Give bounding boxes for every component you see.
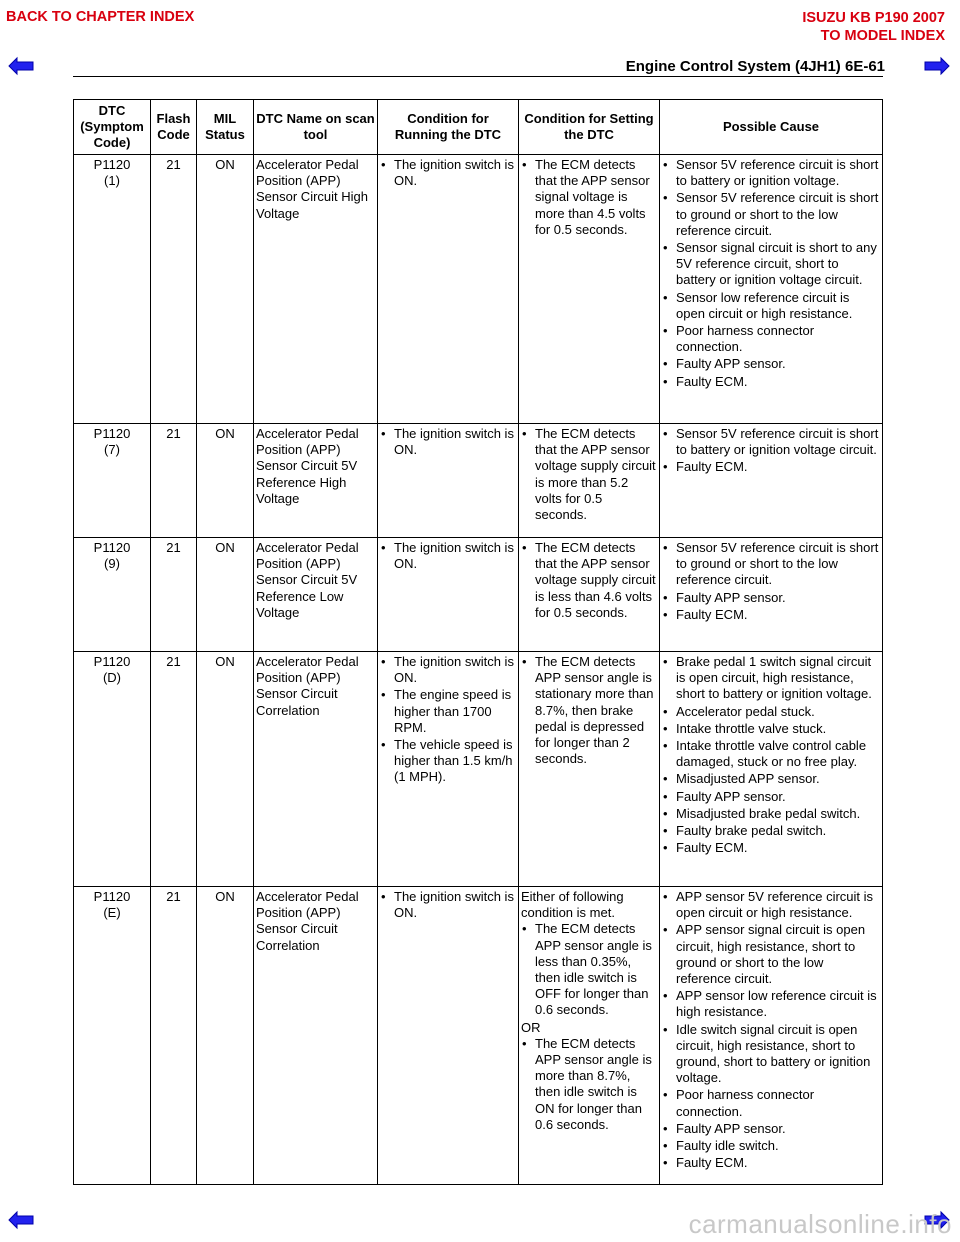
list-item: • Misadjusted APP sensor. bbox=[662, 771, 880, 787]
list-item: • The ECM detects APP sensor angle is more than 8.7%, then idle switch is ON for longer than 0.6 seconds. bbox=[521, 1036, 657, 1133]
possible-cause-cell bbox=[660, 887, 883, 1185]
list-item: • The ECM detects that the APP sensor voltage supply circuit is less than 4.6 volts for 0.5 seconds. bbox=[521, 540, 657, 621]
list-item: • APP sensor signal circuit is open circuit, high resistance, short to ground or short to the low reference circuit. bbox=[662, 922, 880, 987]
header-flash-code: Flash Code bbox=[151, 100, 197, 155]
list-item: • Misadjusted brake pedal switch. bbox=[662, 806, 880, 822]
possible-cause-cell bbox=[660, 652, 883, 887]
setting-condition-cell bbox=[519, 538, 660, 652]
header-dtc: DTC (Symptom Code) bbox=[74, 100, 151, 155]
table-row bbox=[74, 652, 883, 887]
list-item: • Sensor low reference circuit is open circuit or high resistance. bbox=[662, 290, 880, 322]
list-item: • Faulty APP sensor. bbox=[662, 590, 880, 606]
dtc-name-cell: Accelerator Pedal Position (APP) Sensor Circuit 5V Reference High Voltage bbox=[254, 424, 378, 538]
table-row bbox=[74, 155, 883, 424]
list-item: • APP sensor 5V reference circuit is open circuit or high resistance. bbox=[662, 889, 880, 921]
setting-intro: Either of following condition is met. bbox=[521, 889, 624, 921]
running-condition-cell bbox=[378, 887, 519, 1185]
mil-status-cell: ON bbox=[197, 887, 254, 1185]
list-item: • The ignition switch is ON. bbox=[380, 889, 516, 921]
flash-code-cell: 21 bbox=[151, 155, 197, 424]
possible-cause-cell bbox=[660, 424, 883, 538]
mil-status-cell: ON bbox=[197, 424, 254, 538]
list-item: • Intake throttle valve stuck. bbox=[662, 721, 880, 737]
list-item: • Brake pedal 1 switch signal circuit is open circuit, high resistance, short to battery or ignition voltage. bbox=[662, 654, 880, 703]
list-item: • APP sensor low reference circuit is high resistance. bbox=[662, 988, 880, 1020]
model-title: ISUZU KB P190 2007 bbox=[802, 10, 945, 26]
list-item: • Faulty ECM. bbox=[662, 840, 880, 856]
setting-or: OR bbox=[521, 1019, 541, 1035]
flash-code-cell: 21 bbox=[151, 652, 197, 887]
dtc-code-cell: P1120 (E) bbox=[74, 887, 151, 1185]
header-dtc-name: DTC Name on scan tool bbox=[254, 100, 378, 155]
list-item: • Sensor signal circuit is short to any 5V reference circuit, short to battery or ignition voltage circuit. bbox=[662, 240, 880, 289]
header-divider bbox=[73, 76, 883, 77]
list-item: • Faulty ECM. bbox=[662, 374, 880, 390]
flash-code-cell: 21 bbox=[151, 538, 197, 652]
list-item: • Faulty ECM. bbox=[662, 1155, 880, 1171]
list-item: • Idle switch signal circuit is open circuit, high resistance, short to ground, short to battery or ignition voltage. bbox=[662, 1022, 880, 1087]
list-item: • Faulty ECM. bbox=[662, 459, 880, 475]
list-item: • Sensor 5V reference circuit is short to ground or short to the low reference circuit. bbox=[662, 190, 880, 239]
dtc-code-cell: P1120 (7) bbox=[74, 424, 151, 538]
mil-status-cell: ON bbox=[197, 538, 254, 652]
header-possible-cause: Possible Cause bbox=[660, 100, 883, 155]
list-item: • Sensor 5V reference circuit is short to battery or ignition voltage circuit. bbox=[662, 426, 880, 458]
list-item: • The ignition switch is ON. bbox=[380, 654, 516, 686]
table-row bbox=[74, 887, 883, 1185]
setting-condition-cell bbox=[519, 155, 660, 424]
flash-code-cell: 21 bbox=[151, 887, 197, 1185]
setting-condition-cell bbox=[519, 424, 660, 538]
setting-condition-cell bbox=[519, 652, 660, 887]
flash-code-cell: 21 bbox=[151, 424, 197, 538]
running-condition-cell bbox=[378, 652, 519, 887]
list-item: • The ignition switch is ON. bbox=[380, 157, 516, 189]
list-item: • The ECM detects that the APP sensor signal voltage is more than 4.5 volts for 0.5 seconds. bbox=[521, 157, 657, 238]
list-item: • Faulty brake pedal switch. bbox=[662, 823, 880, 839]
dtc-name-cell: Accelerator Pedal Position (APP) Sensor Circuit Correlation bbox=[254, 887, 378, 1185]
running-condition-cell bbox=[378, 155, 519, 424]
list-item: • Faulty ECM. bbox=[662, 607, 880, 623]
header-condition-running: Condition for Running the DTC bbox=[378, 100, 519, 155]
dtc-code-cell: P1120 (D) bbox=[74, 652, 151, 887]
list-item: • The ECM detects APP sensor angle is less than 0.35%, then idle switch is OFF for longer than 0.6 seconds. bbox=[521, 921, 657, 1018]
list-item: • Faulty APP sensor. bbox=[662, 1121, 880, 1137]
to-model-index-link[interactable]: TO MODEL INDEX bbox=[820, 28, 945, 44]
running-condition-cell bbox=[378, 424, 519, 538]
list-item: • Intake throttle valve control cable damaged, stuck or no free play. bbox=[662, 738, 880, 770]
arrow-left-icon[interactable] bbox=[8, 56, 34, 76]
list-item: • Accelerator pedal stuck. bbox=[662, 704, 880, 720]
list-item: • Poor harness connector connection. bbox=[662, 1087, 880, 1119]
table-row bbox=[74, 424, 883, 538]
watermark: carmanualsonline.info bbox=[688, 1209, 952, 1239]
list-item: • Faulty APP sensor. bbox=[662, 789, 880, 805]
list-item: • The ignition switch is ON. bbox=[380, 540, 516, 572]
dtc-name-cell: Accelerator Pedal Position (APP) Sensor Circuit Correlation bbox=[254, 652, 378, 887]
mil-status-cell: ON bbox=[197, 652, 254, 887]
dtc-code-cell: P1120 (9) bbox=[74, 538, 151, 652]
setting-condition-cell bbox=[519, 887, 660, 1185]
dtc-name-cell: Accelerator Pedal Position (APP) Sensor Circuit 5V Reference Low Voltage bbox=[254, 538, 378, 652]
dtc-name-cell: Accelerator Pedal Position (APP) Sensor Circuit High Voltage bbox=[254, 155, 378, 424]
list-item: • The ignition switch is ON. bbox=[380, 426, 516, 458]
header-mil-status: MIL Status bbox=[197, 100, 254, 155]
list-item: • Faulty idle switch. bbox=[662, 1138, 880, 1154]
list-item: • Faulty APP sensor. bbox=[662, 356, 880, 372]
list-item: • Poor harness connector connection. bbox=[662, 323, 880, 355]
arrow-left-icon[interactable] bbox=[8, 1210, 34, 1230]
possible-cause-cell bbox=[660, 155, 883, 424]
running-condition-cell bbox=[378, 538, 519, 652]
header-condition-setting: Condition for Setting the DTC bbox=[519, 100, 660, 155]
list-item: • The ECM detects APP sensor angle is stationary more than 8.7%, then brake pedal is depressed for longer than 2 seconds. bbox=[521, 654, 657, 767]
back-to-chapter-index-link[interactable]: BACK TO CHAPTER INDEX bbox=[6, 9, 195, 25]
list-item: • The vehicle speed is higher than 1.5 km/h (1 MPH). bbox=[380, 737, 516, 786]
list-item: • Sensor 5V reference circuit is short to battery or ignition voltage. bbox=[662, 157, 880, 189]
list-item: • Sensor 5V reference circuit is short to ground or short to the low reference circuit. bbox=[662, 540, 880, 589]
list-item: • The engine speed is higher than 1700 RPM. bbox=[380, 687, 516, 736]
dtc-table bbox=[73, 99, 883, 1185]
mil-status-cell: ON bbox=[197, 155, 254, 424]
dtc-code-cell: P1120 (1) bbox=[74, 155, 151, 424]
page-header: Engine Control System (4JH1) 6E-61 bbox=[625, 58, 885, 75]
table-header-row bbox=[74, 100, 883, 155]
table-row bbox=[74, 538, 883, 652]
arrow-right-icon[interactable] bbox=[924, 56, 950, 76]
possible-cause-cell bbox=[660, 538, 883, 652]
list-item: • The ECM detects that the APP sensor voltage supply circuit is more than 5.2 volts for 0.5 seconds. bbox=[521, 426, 657, 523]
